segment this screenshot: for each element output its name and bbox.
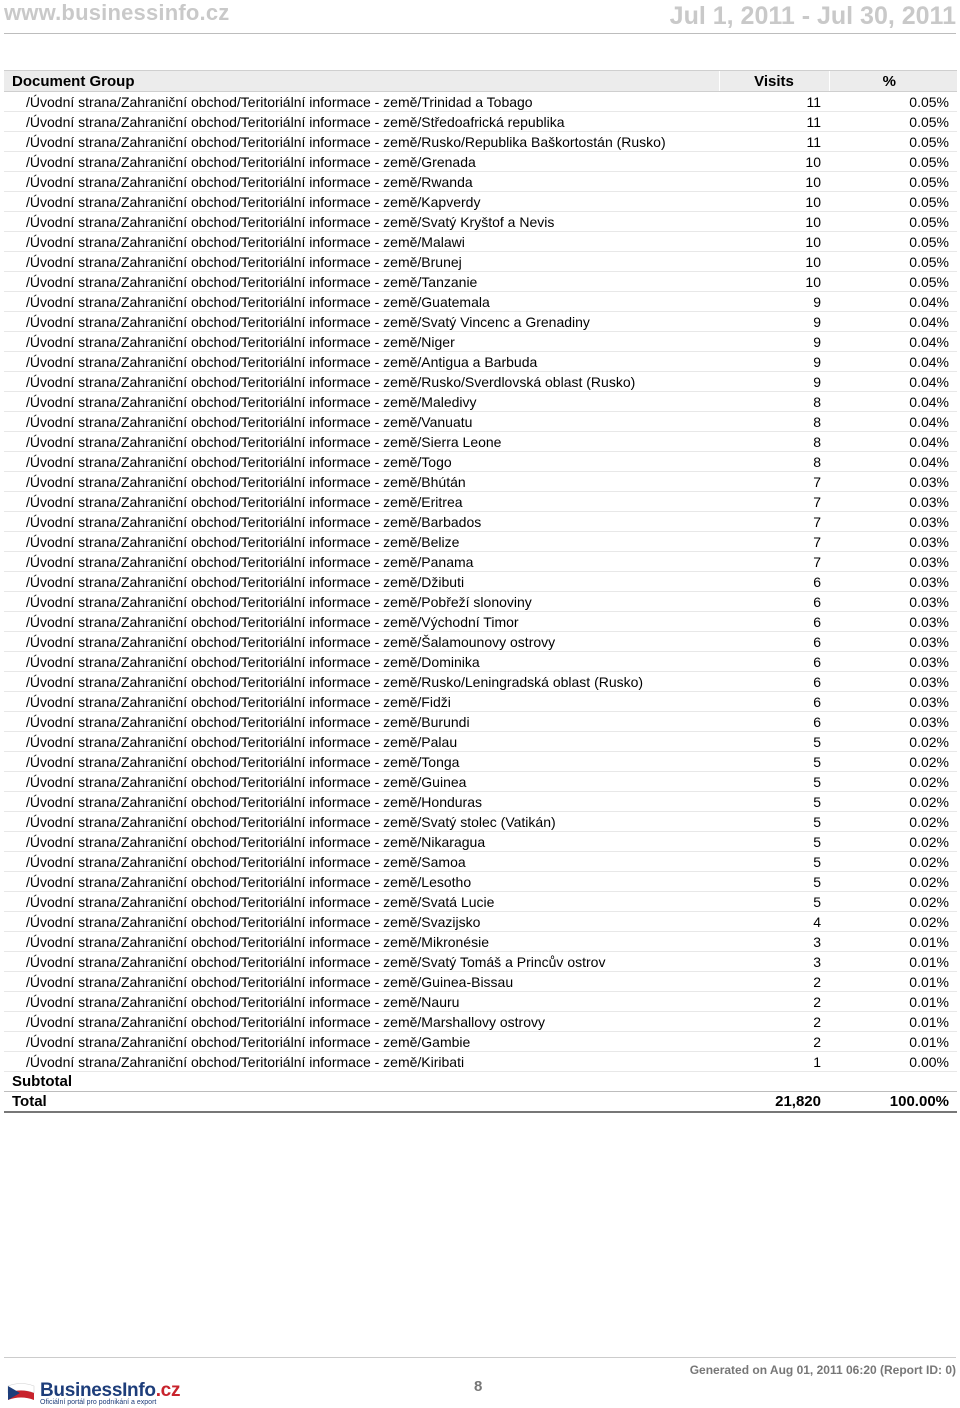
document-group-cell: /Úvodní strana/Zahraniční obchod/Teritoriální informace - země/Maledivy bbox=[4, 392, 719, 412]
page-header bbox=[0, 0, 960, 34]
percent-cell: 0.04% bbox=[829, 392, 957, 412]
table-row bbox=[4, 252, 957, 272]
document-group-cell: /Úvodní strana/Zahraniční obchod/Teritoriální informace - země/Guinea bbox=[4, 772, 719, 792]
table-body bbox=[4, 92, 957, 1072]
table-row bbox=[4, 232, 957, 252]
document-group-cell: /Úvodní strana/Zahraniční obchod/Teritoriální informace - země/Džibuti bbox=[4, 572, 719, 592]
visits-cell: 6 bbox=[719, 592, 829, 612]
table-row bbox=[4, 992, 957, 1012]
document-group-cell: /Úvodní strana/Zahraniční obchod/Teritoriální informace - země/Pobřeží slonoviny bbox=[4, 592, 719, 612]
document-group-cell: /Úvodní strana/Zahraniční obchod/Teritoriální informace - země/Honduras bbox=[4, 792, 719, 812]
logo-tagline: Oficiální portál pro podnikání a export bbox=[40, 1399, 157, 1406]
visits-cell: 11 bbox=[719, 132, 829, 152]
document-group-cell: /Úvodní strana/Zahraniční obchod/Teritoriální informace - země/Nauru bbox=[4, 992, 719, 1012]
total-percent: 100.00% bbox=[829, 1092, 957, 1113]
document-group-cell: /Úvodní strana/Zahraniční obchod/Teritoriální informace - země/Togo bbox=[4, 452, 719, 472]
percent-cell: 0.02% bbox=[829, 872, 957, 892]
table-row bbox=[4, 272, 957, 292]
document-group-cell: /Úvodní strana/Zahraniční obchod/Teritoriální informace - země/Antigua a Barbuda bbox=[4, 352, 719, 372]
percent-cell: 0.03% bbox=[829, 592, 957, 612]
document-group-cell: /Úvodní strana/Zahraniční obchod/Teritoriální informace - země/Gambie bbox=[4, 1032, 719, 1052]
table-row bbox=[4, 1032, 957, 1052]
table-row bbox=[4, 872, 957, 892]
logo-wordmark: BusinessInfo.cz bbox=[40, 1380, 181, 1401]
subtotal-label: Subtotal bbox=[4, 1072, 957, 1092]
visits-cell: 6 bbox=[719, 612, 829, 632]
visits-cell: 7 bbox=[719, 512, 829, 532]
percent-cell: 0.03% bbox=[829, 552, 957, 572]
visits-cell: 10 bbox=[719, 272, 829, 292]
document-group-cell: /Úvodní strana/Zahraniční obchod/Teritoriální informace - země/Barbados bbox=[4, 512, 719, 532]
document-group-cell: /Úvodní strana/Zahraniční obchod/Teritoriální informace - země/Lesotho bbox=[4, 872, 719, 892]
table-row bbox=[4, 632, 957, 652]
percent-cell: 0.05% bbox=[829, 92, 957, 112]
percent-cell: 0.01% bbox=[829, 972, 957, 992]
table-row bbox=[4, 532, 957, 552]
table-row bbox=[4, 672, 957, 692]
table-row bbox=[4, 192, 957, 212]
column-header-percent: % bbox=[829, 71, 957, 92]
visits-cell: 2 bbox=[719, 992, 829, 1012]
percent-cell: 0.02% bbox=[829, 792, 957, 812]
visits-cell: 9 bbox=[719, 372, 829, 392]
report-date-range: Jul 1, 2011 - Jul 30, 2011 bbox=[669, 2, 956, 30]
document-group-cell: /Úvodní strana/Zahraniční obchod/Teritoriální informace - země/Mikronésie bbox=[4, 932, 719, 952]
visits-cell: 8 bbox=[719, 392, 829, 412]
visits-cell: 6 bbox=[719, 632, 829, 652]
table-row bbox=[4, 552, 957, 572]
visits-cell: 2 bbox=[719, 1032, 829, 1052]
document-group-cell: /Úvodní strana/Zahraniční obchod/Teritoriální informace - země/Rusko/Sverdlovská oblast (Rusko) bbox=[4, 372, 719, 392]
table-row bbox=[4, 772, 957, 792]
document-group-cell: /Úvodní strana/Zahraniční obchod/Teritoriální informace - země/Niger bbox=[4, 332, 719, 352]
table-row bbox=[4, 432, 957, 452]
site-url[interactable]: www.businessinfo.cz bbox=[4, 0, 230, 25]
document-group-cell: /Úvodní strana/Zahraniční obchod/Teritoriální informace - země/Brunej bbox=[4, 252, 719, 272]
visits-cell: 10 bbox=[719, 252, 829, 272]
percent-cell: 0.04% bbox=[829, 292, 957, 312]
document-group-cell: /Úvodní strana/Zahraniční obchod/Teritoriální informace - země/Marshallovy ostrovy bbox=[4, 1012, 719, 1032]
document-group-cell: /Úvodní strana/Zahraniční obchod/Teritoriální informace - země/Svatý Vincenc a Grenadiny bbox=[4, 312, 719, 332]
document-group-cell: /Úvodní strana/Zahraniční obchod/Teritoriální informace - země/Šalamounovy ostrovy bbox=[4, 632, 719, 652]
table-row bbox=[4, 172, 957, 192]
percent-cell: 0.03% bbox=[829, 512, 957, 532]
visits-cell: 3 bbox=[719, 932, 829, 952]
document-group-cell: /Úvodní strana/Zahraniční obchod/Teritoriální informace - země/Belize bbox=[4, 532, 719, 552]
table-row bbox=[4, 112, 957, 132]
footer-divider bbox=[4, 1357, 956, 1358]
visits-cell: 7 bbox=[719, 492, 829, 512]
percent-cell: 0.05% bbox=[829, 172, 957, 192]
percent-cell: 0.02% bbox=[829, 752, 957, 772]
table-row bbox=[4, 452, 957, 472]
table-row bbox=[4, 972, 957, 992]
table-row bbox=[4, 392, 957, 412]
document-group-cell: /Úvodní strana/Zahraniční obchod/Teritoriální informace - země/Východní Timor bbox=[4, 612, 719, 632]
percent-cell: 0.05% bbox=[829, 212, 957, 232]
visits-cell: 2 bbox=[719, 972, 829, 992]
document-group-cell: /Úvodní strana/Zahraniční obchod/Teritoriální informace - země/Svazijsko bbox=[4, 912, 719, 932]
percent-cell: 0.00% bbox=[829, 1052, 957, 1072]
visits-cell: 5 bbox=[719, 852, 829, 872]
visits-cell: 5 bbox=[719, 872, 829, 892]
document-group-cell: /Úvodní strana/Zahraniční obchod/Teritoriální informace - země/Trinidad a Tobago bbox=[4, 92, 719, 112]
percent-cell: 0.02% bbox=[829, 892, 957, 912]
percent-cell: 0.05% bbox=[829, 252, 957, 272]
subtotal-row bbox=[4, 1072, 957, 1092]
percent-cell: 0.05% bbox=[829, 112, 957, 132]
percent-cell: 0.03% bbox=[829, 632, 957, 652]
document-group-table bbox=[4, 70, 957, 1113]
table-row bbox=[4, 592, 957, 612]
document-group-cell: /Úvodní strana/Zahraniční obchod/Teritoriální informace - země/Malawi bbox=[4, 232, 719, 252]
table-row bbox=[4, 212, 957, 232]
percent-cell: 0.03% bbox=[829, 712, 957, 732]
visits-cell: 10 bbox=[719, 212, 829, 232]
percent-cell: 0.01% bbox=[829, 952, 957, 972]
visits-cell: 5 bbox=[719, 832, 829, 852]
visits-cell: 7 bbox=[719, 472, 829, 492]
document-group-cell: /Úvodní strana/Zahraniční obchod/Teritoriální informace - země/Svatá Lucie bbox=[4, 892, 719, 912]
document-group-cell: /Úvodní strana/Zahraniční obchod/Teritoriální informace - země/Kiribati bbox=[4, 1052, 719, 1072]
visits-cell: 8 bbox=[719, 452, 829, 472]
percent-cell: 0.03% bbox=[829, 492, 957, 512]
table-row bbox=[4, 572, 957, 592]
percent-cell: 0.04% bbox=[829, 372, 957, 392]
visits-cell: 6 bbox=[719, 672, 829, 692]
czech-flag-icon bbox=[6, 1382, 36, 1404]
percent-cell: 0.02% bbox=[829, 852, 957, 872]
percent-cell: 0.03% bbox=[829, 692, 957, 712]
visits-cell: 6 bbox=[719, 712, 829, 732]
table-row bbox=[4, 792, 957, 812]
visits-cell: 5 bbox=[719, 812, 829, 832]
table-row bbox=[4, 852, 957, 872]
visits-cell: 9 bbox=[719, 332, 829, 352]
document-group-cell: /Úvodní strana/Zahraniční obchod/Teritoriální informace - země/Svatý stolec (Vatikán) bbox=[4, 812, 719, 832]
visits-cell: 6 bbox=[719, 652, 829, 672]
document-group-cell: /Úvodní strana/Zahraniční obchod/Teritoriální informace - země/Tonga bbox=[4, 752, 719, 772]
document-group-cell: /Úvodní strana/Zahraniční obchod/Teritoriální informace - země/Kapverdy bbox=[4, 192, 719, 212]
percent-cell: 0.04% bbox=[829, 332, 957, 352]
visits-cell: 11 bbox=[719, 112, 829, 132]
visits-cell: 8 bbox=[719, 412, 829, 432]
document-group-cell: /Úvodní strana/Zahraniční obchod/Teritoriální informace - země/Svatý Tomáš a Princův ostrov bbox=[4, 952, 719, 972]
percent-cell: 0.03% bbox=[829, 652, 957, 672]
table-row bbox=[4, 312, 957, 332]
document-group-cell: /Úvodní strana/Zahraniční obchod/Teritoriální informace - země/Fidži bbox=[4, 692, 719, 712]
visits-cell: 2 bbox=[719, 1012, 829, 1032]
visits-cell: 9 bbox=[719, 352, 829, 372]
document-group-cell: /Úvodní strana/Zahraniční obchod/Teritoriální informace - země/Panama bbox=[4, 552, 719, 572]
document-group-cell: /Úvodní strana/Zahraniční obchod/Teritoriální informace - země/Palau bbox=[4, 732, 719, 752]
table-row bbox=[4, 472, 957, 492]
percent-cell: 0.05% bbox=[829, 132, 957, 152]
percent-cell: 0.04% bbox=[829, 432, 957, 452]
visits-cell: 5 bbox=[719, 772, 829, 792]
visits-cell: 3 bbox=[719, 952, 829, 972]
table-row bbox=[4, 912, 957, 932]
percent-cell: 0.01% bbox=[829, 992, 957, 1012]
table-row bbox=[4, 612, 957, 632]
document-group-cell: /Úvodní strana/Zahraniční obchod/Teritoriální informace - země/Nikaragua bbox=[4, 832, 719, 852]
visits-cell: 7 bbox=[719, 552, 829, 572]
visits-cell: 5 bbox=[719, 732, 829, 752]
document-group-cell: /Úvodní strana/Zahraniční obchod/Teritoriální informace - země/Středoafrická republika bbox=[4, 112, 719, 132]
percent-cell: 0.05% bbox=[829, 152, 957, 172]
visits-cell: 5 bbox=[719, 892, 829, 912]
document-group-cell: /Úvodní strana/Zahraniční obchod/Teritoriální informace - země/Samoa bbox=[4, 852, 719, 872]
document-group-cell: /Úvodní strana/Zahraniční obchod/Teritoriální informace - země/Tanzanie bbox=[4, 272, 719, 292]
table-row bbox=[4, 152, 957, 172]
percent-cell: 0.03% bbox=[829, 612, 957, 632]
table-row bbox=[4, 132, 957, 152]
percent-cell: 0.04% bbox=[829, 412, 957, 432]
table-row bbox=[4, 692, 957, 712]
column-header-visits: Visits bbox=[719, 71, 829, 92]
visits-cell: 10 bbox=[719, 152, 829, 172]
percent-cell: 0.04% bbox=[829, 352, 957, 372]
visits-cell: 10 bbox=[719, 172, 829, 192]
document-group-cell: /Úvodní strana/Zahraniční obchod/Teritoriální informace - země/Sierra Leone bbox=[4, 432, 719, 452]
document-group-cell: /Úvodní strana/Zahraniční obchod/Teritoriální informace - země/Rusko/Republika Baškortostán (Rusko) bbox=[4, 132, 719, 152]
visits-cell: 9 bbox=[719, 312, 829, 332]
document-group-cell: /Úvodní strana/Zahraniční obchod/Teritoriální informace - země/Dominika bbox=[4, 652, 719, 672]
visits-cell: 10 bbox=[719, 192, 829, 212]
table-row bbox=[4, 92, 957, 112]
table-row bbox=[4, 1052, 957, 1072]
table-row bbox=[4, 412, 957, 432]
document-group-cell: /Úvodní strana/Zahraniční obchod/Teritoriální informace - země/Bhútán bbox=[4, 472, 719, 492]
table-row bbox=[4, 812, 957, 832]
document-group-cell: /Úvodní strana/Zahraniční obchod/Teritoriální informace - země/Eritrea bbox=[4, 492, 719, 512]
visits-cell: 9 bbox=[719, 292, 829, 312]
percent-cell: 0.03% bbox=[829, 572, 957, 592]
percent-cell: 0.05% bbox=[829, 272, 957, 292]
percent-cell: 0.03% bbox=[829, 672, 957, 692]
table-row bbox=[4, 512, 957, 532]
table-row bbox=[4, 832, 957, 852]
visits-cell: 6 bbox=[719, 572, 829, 592]
visits-cell: 11 bbox=[719, 92, 829, 112]
visits-cell: 8 bbox=[719, 432, 829, 452]
generated-timestamp: Generated on Aug 01, 2011 06:20 (Report ID: 0) bbox=[689, 1363, 956, 1377]
percent-cell: 0.01% bbox=[829, 932, 957, 952]
percent-cell: 0.02% bbox=[829, 812, 957, 832]
percent-cell: 0.03% bbox=[829, 532, 957, 552]
percent-cell: 0.01% bbox=[829, 1032, 957, 1052]
percent-cell: 0.03% bbox=[829, 472, 957, 492]
table-row bbox=[4, 1012, 957, 1032]
percent-cell: 0.05% bbox=[829, 232, 957, 252]
visits-cell: 4 bbox=[719, 912, 829, 932]
table-row bbox=[4, 892, 957, 912]
document-group-cell: /Úvodní strana/Zahraniční obchod/Teritoriální informace - země/Burundi bbox=[4, 712, 719, 732]
percent-cell: 0.04% bbox=[829, 312, 957, 332]
document-group-cell: /Úvodní strana/Zahraniční obchod/Teritoriální informace - země/Grenada bbox=[4, 152, 719, 172]
table-row bbox=[4, 652, 957, 672]
table-row bbox=[4, 932, 957, 952]
table-row bbox=[4, 712, 957, 732]
document-group-cell: /Úvodní strana/Zahraniční obchod/Teritoriální informace - země/Rwanda bbox=[4, 172, 719, 192]
table-header-row bbox=[4, 71, 957, 92]
visits-cell: 5 bbox=[719, 792, 829, 812]
percent-cell: 0.02% bbox=[829, 772, 957, 792]
total-visits: 21,820 bbox=[719, 1092, 829, 1113]
table-row bbox=[4, 372, 957, 392]
table-row bbox=[4, 292, 957, 312]
total-label: Total bbox=[4, 1092, 719, 1113]
table-row bbox=[4, 492, 957, 512]
visits-cell: 1 bbox=[719, 1052, 829, 1072]
document-group-cell: /Úvodní strana/Zahraniční obchod/Teritoriální informace - země/Rusko/Leningradská oblast (Rusko) bbox=[4, 672, 719, 692]
table-row bbox=[4, 732, 957, 752]
percent-cell: 0.05% bbox=[829, 192, 957, 212]
percent-cell: 0.02% bbox=[829, 732, 957, 752]
percent-cell: 0.02% bbox=[829, 832, 957, 852]
total-row bbox=[4, 1092, 957, 1113]
document-group-cell: /Úvodní strana/Zahraniční obchod/Teritoriální informace - země/Vanuatu bbox=[4, 412, 719, 432]
document-group-cell: /Úvodní strana/Zahraniční obchod/Teritoriální informace - země/Svatý Kryštof a Nevis bbox=[4, 212, 719, 232]
table-row bbox=[4, 332, 957, 352]
document-group-cell: /Úvodní strana/Zahraniční obchod/Teritoriální informace - země/Guinea-Bissau bbox=[4, 972, 719, 992]
document-group-cell: /Úvodní strana/Zahraniční obchod/Teritoriální informace - země/Guatemala bbox=[4, 292, 719, 312]
percent-cell: 0.04% bbox=[829, 452, 957, 472]
percent-cell: 0.02% bbox=[829, 912, 957, 932]
visits-cell: 6 bbox=[719, 692, 829, 712]
visits-cell: 10 bbox=[719, 232, 829, 252]
page-number: 8 bbox=[474, 1378, 483, 1395]
businessinfo-logo bbox=[6, 1380, 181, 1408]
percent-cell: 0.01% bbox=[829, 1012, 957, 1032]
table-row bbox=[4, 952, 957, 972]
visits-cell: 5 bbox=[719, 752, 829, 772]
header-divider bbox=[4, 33, 956, 34]
column-header-document-group: Document Group bbox=[4, 71, 719, 92]
visits-cell: 7 bbox=[719, 532, 829, 552]
table-row bbox=[4, 752, 957, 772]
table-row bbox=[4, 352, 957, 372]
